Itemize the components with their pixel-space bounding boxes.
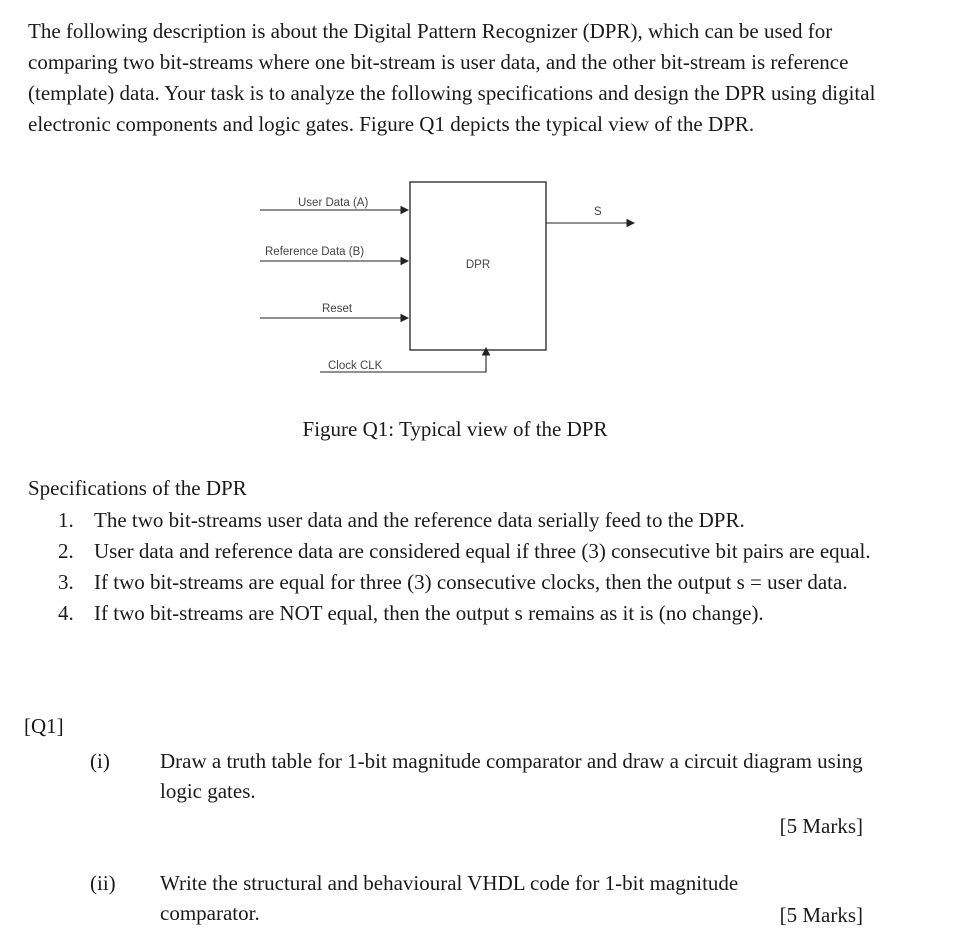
user-data-label: User Data (A): [298, 197, 369, 209]
marks-part-i: [5 Marks]: [779, 814, 863, 838]
output-label: S: [594, 206, 602, 218]
spec-item-text: If two bit-streams are NOT equal, then the output s remains as it is (no change).: [94, 601, 764, 625]
part-number: (i): [90, 749, 110, 773]
spec-item-number: 1.: [58, 508, 74, 532]
spec-item-number: 4.: [58, 601, 74, 625]
reference-data-label: Reference Data (B): [265, 246, 365, 258]
dpr-block-label: DPR: [465, 259, 491, 271]
spec-item: [58, 599, 878, 628]
question-label: [Q1]: [24, 714, 64, 738]
spec-item: [58, 537, 878, 566]
figure-caption: Figure Q1: Typical view of the DPR: [302, 417, 608, 441]
part-number: (ii): [90, 871, 116, 895]
clock-label: Clock CLK: [328, 360, 383, 372]
question-part-i: [90, 746, 870, 806]
spec-item-text: The two bit-streams user data and the reference data serially feed to the DPR.: [94, 508, 745, 532]
marks-part-ii: [5 Marks]: [779, 903, 863, 927]
dpr-figure: [250, 178, 650, 383]
spec-item: [58, 568, 878, 597]
spec-item-number: 3.: [58, 570, 74, 594]
reset-label: Reset: [322, 303, 353, 315]
dpr-block-diagram: [250, 178, 650, 383]
question-part-ii: [90, 868, 870, 928]
spec-item-text: User data and reference data are considered equal if three (3) consecutive bit pairs are equal.: [94, 539, 871, 563]
intro-paragraph: The following description is about the Digital Pattern Recognizer (DPR), which can be used for comparing two bit-streams where one bit-stream is user data, and the other bit-stream is reference (template) data. Your task is to analyze the following specifications and design the DPR using digital electronic components and logic gates. Figure Q1 depicts the typical view of the DPR.: [28, 19, 876, 136]
spec-list: [58, 506, 878, 630]
part-text: Write the structural and behavioural VHDL code for 1-bit magnitude comparator.: [160, 871, 739, 925]
spec-title: Specifications of the DPR: [28, 476, 247, 500]
spec-item-text: If two bit-streams are equal for three (3) consecutive clocks, then the output s = user data.: [94, 570, 848, 594]
spec-item: [58, 506, 878, 535]
part-text: Draw a truth table for 1-bit magnitude comparator and draw a circuit diagram using logic gates.: [160, 749, 863, 803]
spec-item-number: 2.: [58, 539, 74, 563]
